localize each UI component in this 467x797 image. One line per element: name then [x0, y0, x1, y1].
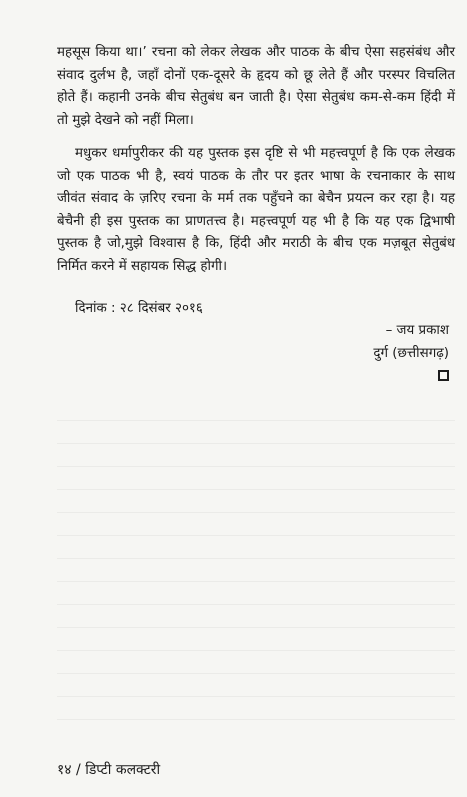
show-through-line	[57, 673, 455, 674]
show-through-line	[57, 604, 455, 605]
author-place: दुर्ग (छत्तीसगढ़)	[373, 345, 449, 361]
show-through-line	[57, 512, 455, 513]
show-through-line	[57, 420, 455, 421]
paragraph-1: महसूस किया था।’ रचना को लेकर लेखक और पाठक के बीच ऐसा सहसंबंध और संवाद दुर्लभ है, जहाँ दोनों एक-दूसरे के हृदय को छू लेते हैं और परस्पर विचलित होते हैं। कहानी उनके बीच सेतुबंध बन जाती है। ऐसा सेतुबंध कम-से-कम हिंदी में तो मुझे देखने को नहीं मिला।	[57, 45, 455, 128]
show-through-line	[57, 558, 455, 559]
show-through-line	[57, 466, 455, 467]
show-through-line	[57, 696, 455, 697]
author-name: – जय प्रकाश	[385, 323, 449, 338]
show-through-line	[57, 719, 455, 720]
show-through-line	[57, 443, 455, 444]
show-through-line	[57, 650, 455, 651]
end-mark-square-icon	[438, 370, 449, 381]
footer-separator: /	[76, 762, 81, 778]
show-through-line	[57, 581, 455, 582]
paragraph-2: मधुकर धर्मापुरीकर की यह पुस्तक इस दृष्टि से भी महत्त्वपूर्ण है कि एक लेखक जो एक पाठक भी है, स्वयं पाठक के तौर पर इतर भाषा के रचनाकार के साथ जीवंत संवाद के ज़रिए रचना के मर्म तक पहुँचने का बेचैन प्रयत्न कर रहा है। यह बेचैनी ही इस पुस्तक का प्राणतत्त्व है। महत्त्वपूर्ण यह भी है कि यह एक द्विभाषी पुस्तक है जो,मुझे विश्वास है कि, हिंदी और मराठी के बीच एक मज़बूत सेतुबंध निर्मित करने में सहायक सिद्ध होगी।	[57, 146, 455, 274]
show-through-line	[57, 535, 455, 536]
page-number: १४	[57, 762, 72, 778]
show-through-line	[57, 489, 455, 490]
signature-block	[373, 320, 449, 365]
show-through-line	[57, 627, 455, 628]
date-line: दिनांक : २८ दिसंबर २०१६	[75, 301, 203, 316]
page-footer	[57, 760, 160, 780]
running-title: डिप्टी कलक्टरी	[85, 762, 161, 778]
